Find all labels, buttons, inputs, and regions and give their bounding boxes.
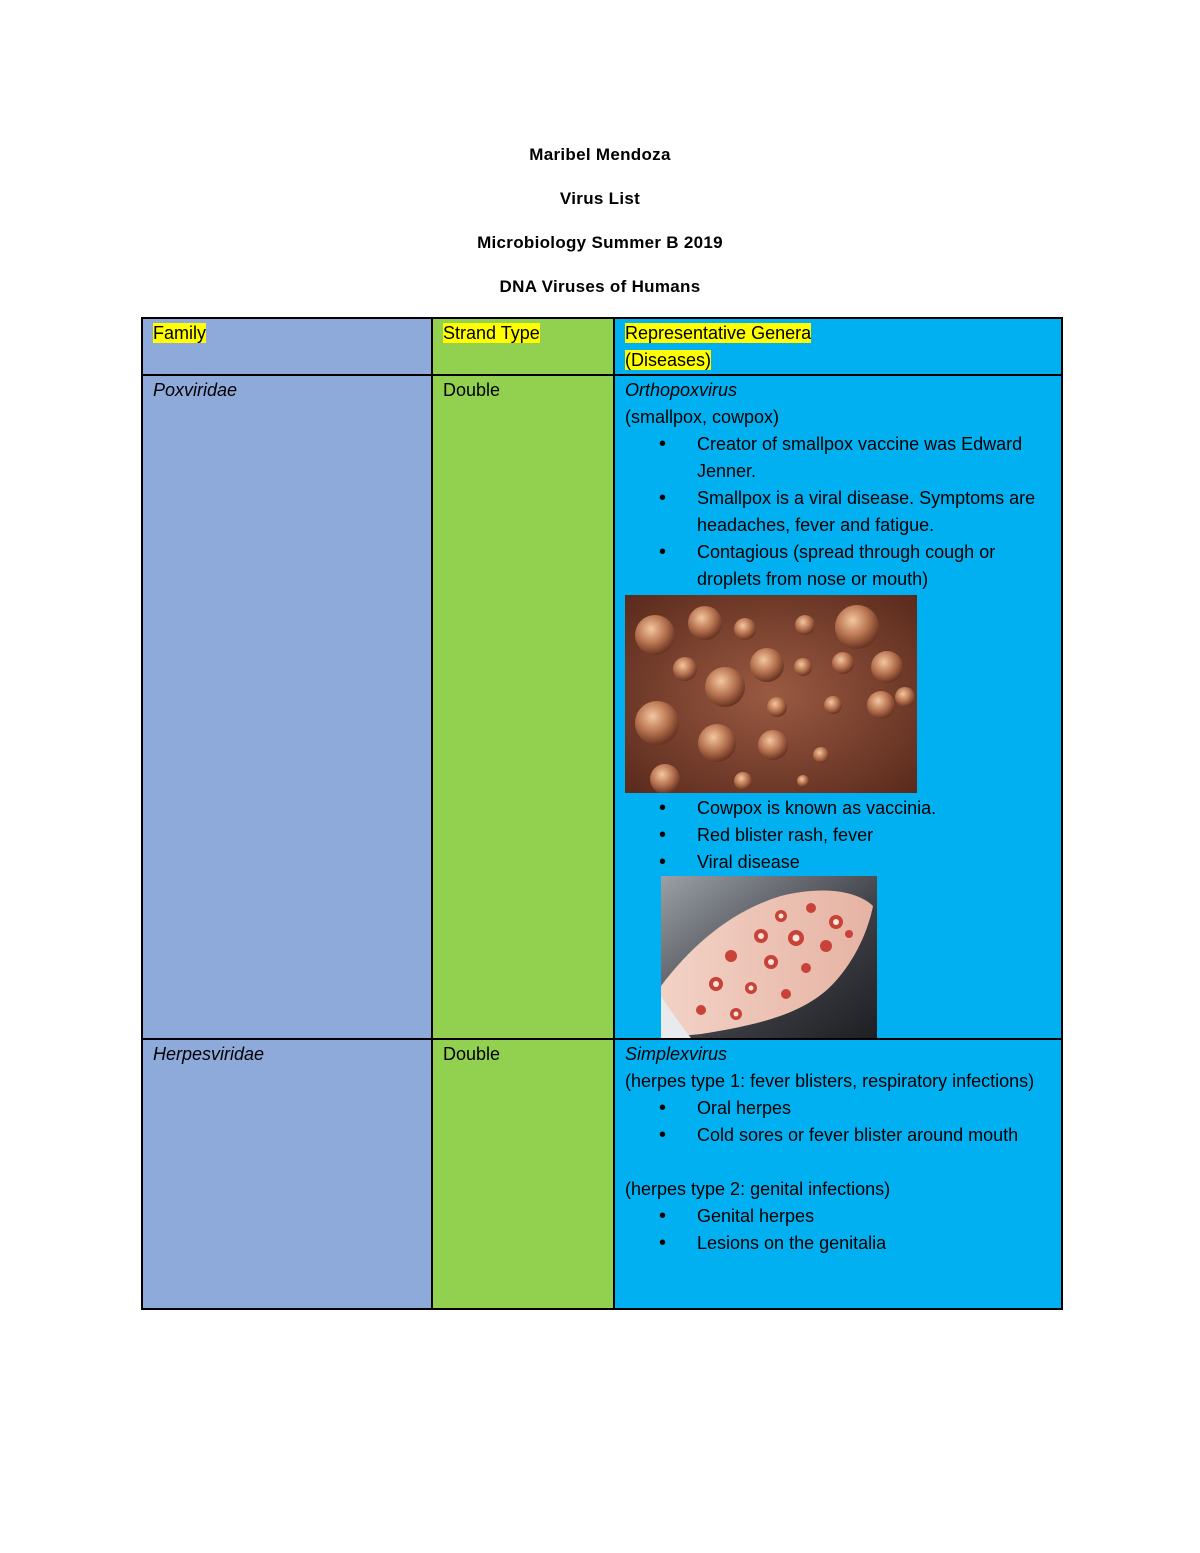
family-cell bbox=[142, 375, 432, 1039]
document-title: Virus List bbox=[559, 189, 641, 208]
header-family-cell bbox=[142, 318, 432, 375]
list-item: • Smallpox is a viral disease. Symptoms are headaches, fever and fatigue. bbox=[697, 485, 1051, 539]
cowpox-bullets bbox=[625, 795, 1051, 876]
header-family: Family bbox=[153, 323, 206, 343]
table-header-row bbox=[142, 318, 1062, 375]
genus-name: Simplexvirus bbox=[625, 1044, 728, 1064]
smallpox-bullets bbox=[625, 431, 1051, 593]
strand-cell bbox=[432, 375, 614, 1039]
genera-cell bbox=[614, 1039, 1062, 1309]
strand-type: Double bbox=[443, 380, 501, 400]
genus-name: Orthopoxvirus bbox=[625, 380, 738, 400]
list-item: • Contagious (spread through cough or droplets from nose or mouth) bbox=[697, 539, 1051, 593]
list-item: • Genital herpes bbox=[697, 1203, 1051, 1230]
author-name: Maribel Mendoza bbox=[529, 145, 671, 164]
header-strand-cell bbox=[432, 318, 614, 375]
header-genera: Representative Genera bbox=[625, 323, 812, 343]
herpes-type2-bullets bbox=[625, 1203, 1051, 1257]
course-name: Microbiology Summer B 2019 bbox=[477, 233, 723, 252]
family-cell bbox=[142, 1039, 432, 1309]
table-row bbox=[142, 375, 1062, 1039]
genera-cell bbox=[614, 375, 1062, 1039]
herpes-type1-bullets bbox=[625, 1095, 1051, 1149]
herpes-type1-description: (herpes type 1: fever blisters, respiratory infections) bbox=[625, 1071, 1035, 1091]
list-item: • Cowpox is known as vaccinia. bbox=[697, 795, 1051, 822]
disease-list: (smallpox, cowpox) bbox=[625, 407, 780, 427]
list-item: • Creator of smallpox vaccine was Edward Jenner. bbox=[697, 431, 1051, 485]
strand-cell bbox=[432, 1039, 614, 1309]
table-row bbox=[142, 1039, 1062, 1309]
list-item: • Cold sores or fever blister around mouth bbox=[697, 1122, 1051, 1149]
list-item: • Lesions on the genitalia bbox=[697, 1230, 1051, 1257]
family-name: Poxviridae bbox=[153, 380, 238, 400]
smallpox-lesions-photo bbox=[625, 595, 917, 793]
strand-type: Double bbox=[443, 1044, 501, 1064]
header-diseases: (Diseases) bbox=[625, 350, 712, 370]
list-item: • Viral disease bbox=[697, 849, 1051, 876]
cowpox-arm-rash-photo bbox=[661, 876, 877, 1038]
family-name: Herpesviridae bbox=[153, 1044, 265, 1064]
section-heading: DNA Viruses of Humans bbox=[499, 277, 701, 296]
list-item: • Oral herpes bbox=[697, 1095, 1051, 1122]
header-genera-cell bbox=[614, 318, 1062, 375]
list-item: • Red blister rash, fever bbox=[697, 822, 1051, 849]
herpes-type2-description: (herpes type 2: genital infections) bbox=[625, 1179, 891, 1199]
virus-table bbox=[141, 317, 1063, 1310]
header-strand-type: Strand Type bbox=[443, 323, 540, 343]
